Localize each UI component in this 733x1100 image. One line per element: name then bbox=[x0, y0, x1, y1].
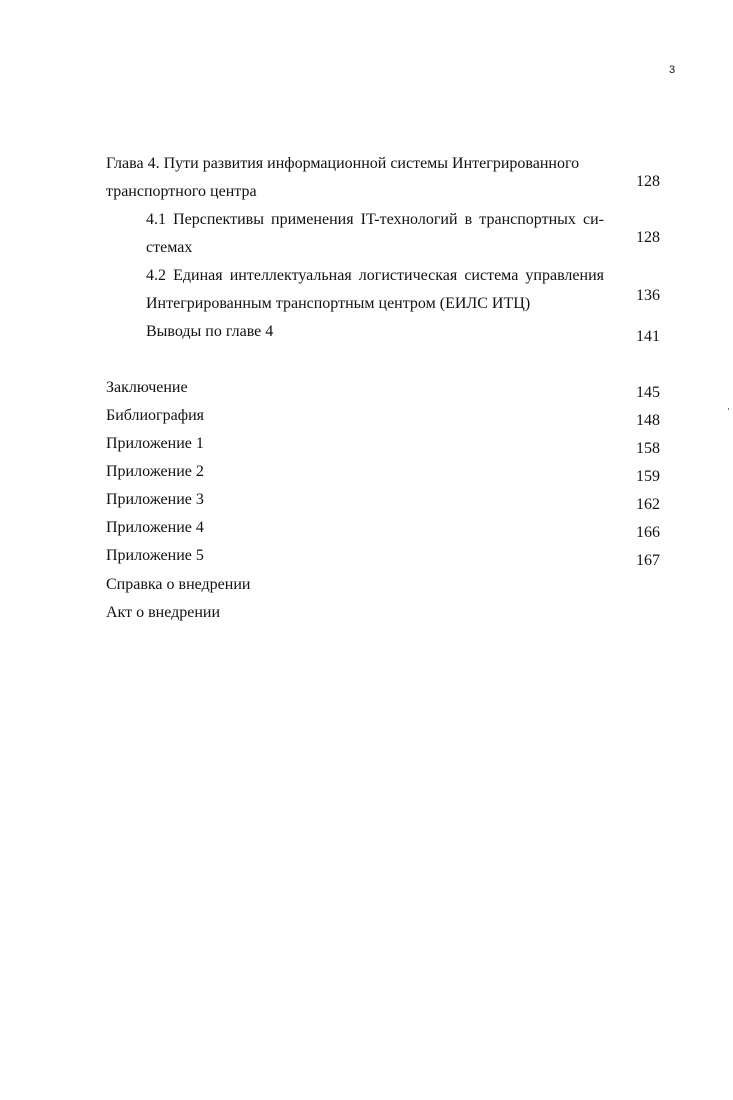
toc-chapter-title-line1: Глава 4. Пути развития информационной системы Интегрированного bbox=[106, 155, 580, 172]
toc-entry-appendix-2: Приложение 2 bbox=[106, 463, 204, 480]
toc-entry-bibliography-page: 148 bbox=[636, 412, 660, 429]
toc-entry-appendix-5: Приложение 5 bbox=[106, 547, 204, 564]
toc-entry-implementation-act: Акт о внедрении bbox=[106, 604, 221, 621]
toc-entry-conclusion: Заключение bbox=[106, 379, 188, 396]
toc-entry-implementation-certificate: Справка о внедрении bbox=[106, 576, 251, 593]
toc-section-conclusions: Выводы по главе 4 bbox=[146, 323, 274, 340]
toc-entry-appendix-2-page: 159 bbox=[636, 468, 660, 485]
toc-entry-appendix-3: Приложение 3 bbox=[106, 491, 204, 508]
toc-chapter-page: 128 bbox=[636, 173, 660, 190]
toc-section-4-2-page: 136 bbox=[636, 287, 660, 304]
toc-section-conclusions-page: 141 bbox=[636, 328, 660, 345]
toc-section-4-1-line1: 4.1 Перспективы применения IT-технологий в транспортных си- bbox=[146, 211, 604, 228]
toc-section-4-1-page: 128 bbox=[636, 229, 660, 246]
page-number: 3 bbox=[669, 64, 676, 76]
toc-entry-appendix-4-page: 166 bbox=[636, 524, 660, 541]
toc-entry-appendix-1: Приложение 1 bbox=[106, 435, 204, 452]
toc-entry-appendix-3-page: 162 bbox=[636, 496, 660, 513]
toc-entry-appendix-1-page: 158 bbox=[636, 440, 660, 457]
scan-speck bbox=[728, 408, 729, 410]
toc-chapter-title-line2: транспортного центра bbox=[106, 183, 257, 200]
toc-entry-conclusion-page: 145 bbox=[636, 384, 660, 401]
toc-entry-appendix-5-page: 167 bbox=[636, 552, 660, 569]
toc-section-4-2-line1: 4.2 Единая интеллектуальная логистическая система управления bbox=[146, 267, 604, 284]
toc-entry-bibliography: Библиография bbox=[106, 407, 204, 424]
toc-entry-appendix-4: Приложение 4 bbox=[106, 519, 204, 536]
toc-section-4-2-line2: Интегрированным транспортным центром (ЕИЛС ИТЦ) bbox=[146, 295, 531, 312]
toc-section-4-1-line2: стемах bbox=[146, 239, 193, 256]
